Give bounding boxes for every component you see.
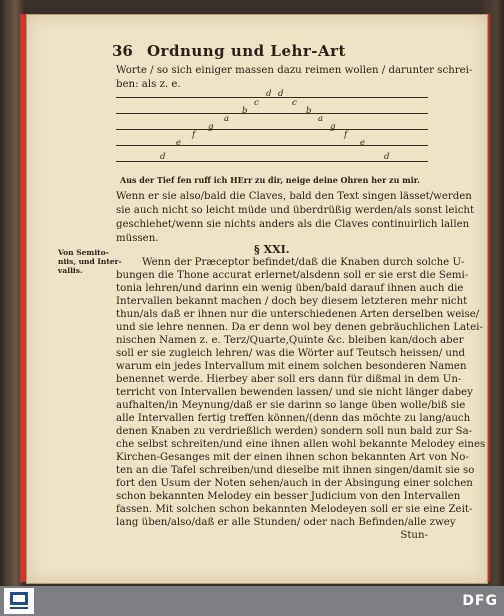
staff-line: [116, 145, 428, 146]
paragraph-line: und sie lehre nennen. Da er denn wol bey denen gebräuchlichen Latei-: [116, 322, 483, 333]
staff-line: [116, 129, 428, 130]
note-letter: c: [292, 98, 297, 108]
lyric-syllable: Tief: [156, 175, 175, 185]
paragraph-line: lang üben/also/daß er alle Stunden/ oder nach Befinden/alle zwey: [116, 517, 456, 528]
paragraph-line: denen Knaben zu verdrießlich werden) sondern soll nun bald zur Sa-: [116, 426, 473, 437]
lyric-syllable: ich: [213, 175, 228, 185]
note-letter: a: [318, 114, 324, 124]
note-letter: e: [176, 138, 182, 148]
paragraph-line: Kirchen-Gesanges mit der einen ihnen schon bekannten Art von No-: [116, 452, 469, 463]
lyric-syllable: zu: [389, 175, 400, 185]
margin-note-line: vallis.: [58, 266, 83, 275]
paragraph-line: Intervallen bekannt machen / doch bey diesem letzteren mehr nicht: [116, 296, 468, 307]
lyric-syllable: der: [139, 175, 155, 185]
section-heading: § XXI.: [254, 243, 290, 256]
intro-line: ben: als z. e.: [116, 79, 181, 90]
music-example: [116, 86, 428, 176]
library-logo-icon: [8, 590, 30, 612]
paragraph-line: aufhalten/in Meynung/daß er sie darinn so lange üben wolle/biß sie: [116, 400, 466, 411]
paragraph-line: bungen die Thone accurat erlernet/alsdenn soll er sie erst die Semi-: [116, 270, 469, 281]
paragraph-line: tonia lehren/und darinn ein wenig üben/bald darauf ihnen auch die: [116, 283, 464, 294]
staff-line: [116, 97, 428, 98]
dfg-logo[interactable]: DFG: [462, 593, 498, 609]
note-letter: d: [266, 89, 272, 99]
paragraph-line: terricht von Intervallen bewenden lassen/ und sie nicht länger dabey: [116, 387, 473, 398]
paragraph-line: soll er sie zugleich lehren/ was die Wörter auf Teutsch heissen/ und: [116, 348, 466, 359]
note-letter: f: [192, 130, 196, 140]
intro-line: Worte / so sich einiger massen dazu reimen wollen / darunter schrei-: [116, 65, 473, 76]
paragraph-line: Wenn der Præceptor befindet/daß die Knaben durch solche U-: [142, 257, 465, 268]
paragraph-line: schon bekannten Melodey ein besser Judicium von den Intervallen: [116, 491, 461, 502]
page-number: 36: [112, 42, 133, 60]
staff-line: [116, 113, 428, 114]
paragraph-line: fort den Usum der Noten sehen/auch in der Absingung einer solchen: [116, 478, 473, 489]
margin-note-line: Von Semito-: [58, 248, 109, 257]
note-letter: g: [208, 122, 214, 132]
lyric-syllable: ruff: [194, 175, 211, 185]
paragraph-line: warum ein jedes Intervallum mit einem solchen besonderen Namen: [116, 361, 467, 372]
paragraph-line: benennet werde. Hierbey aber soll ers dann für dißmal in dem Un-: [116, 374, 462, 385]
lyric-syllable: deine: [313, 175, 338, 185]
lyric-syllable: Aus: [120, 175, 137, 185]
paragraph-line: ten an die Tafel schreiben/und dieselbe mit ihnen singen/damit sie so: [116, 465, 475, 476]
paragraph-line: müssen.: [116, 233, 159, 244]
paragraph-line: geschiehet/wenn sie nichts anders als die Claves continuirlich lallen: [116, 219, 470, 230]
note-letter: e: [360, 138, 366, 148]
note-letter: d: [160, 152, 166, 162]
lyric-syllable: mir.: [402, 175, 420, 185]
page-header: [112, 42, 446, 60]
lyric-syllable: HErr: [230, 175, 253, 185]
note-letter: b: [242, 106, 248, 116]
lyric-syllable: dir,: [268, 175, 284, 185]
music-lyrics: [120, 175, 420, 185]
library-logo[interactable]: [4, 588, 34, 614]
note-letter: d: [384, 152, 390, 162]
running-title: Ordnung und Lehr-Art: [146, 42, 346, 60]
note-letter: f: [344, 130, 348, 140]
lyric-syllable: zu: [254, 175, 266, 185]
note-letter: c: [254, 98, 259, 108]
note-letter: d: [278, 89, 284, 99]
note-letter: a: [224, 114, 230, 124]
lyric-syllable: Ohren: [340, 175, 369, 185]
paragraph-line: Wenn er sie also/bald die Claves, bald den Text singen lässet/werden: [116, 191, 472, 202]
lyric-syllable: fen: [177, 175, 192, 185]
paragraph-line: sie auch nicht so leicht müde und überdrüßig werden/als sonst leicht: [116, 205, 475, 216]
note-letter: g: [330, 122, 336, 132]
viewer-footer: [0, 586, 504, 616]
margin-note-line: niis, und Inter-: [58, 257, 122, 266]
paragraph-line: thun/als daß er ihnen nur die unterschiedenen Arten derselben weise/: [116, 309, 480, 320]
catchword: Stun-: [400, 530, 428, 541]
note-letter: b: [306, 106, 312, 116]
paragraph-line: che selbst schreiten/und eine ihnen allen wohl bekannte Melodey eines: [116, 439, 486, 450]
lyric-syllable: neige: [285, 175, 311, 185]
paragraph-line: fassen. Mit solchen schon bekannten Melodeyen soll er sie eine Zeit-: [116, 504, 473, 515]
paragraph-line: nischen Namen z. e. Terz/Quarte,Quinte &c. bleiben kan/doch aber: [116, 335, 464, 346]
paragraph-line: alle Intervallen fertig treffen können/(denn das möchte zu lang/auch: [116, 413, 471, 424]
lyric-syllable: her: [371, 175, 387, 185]
